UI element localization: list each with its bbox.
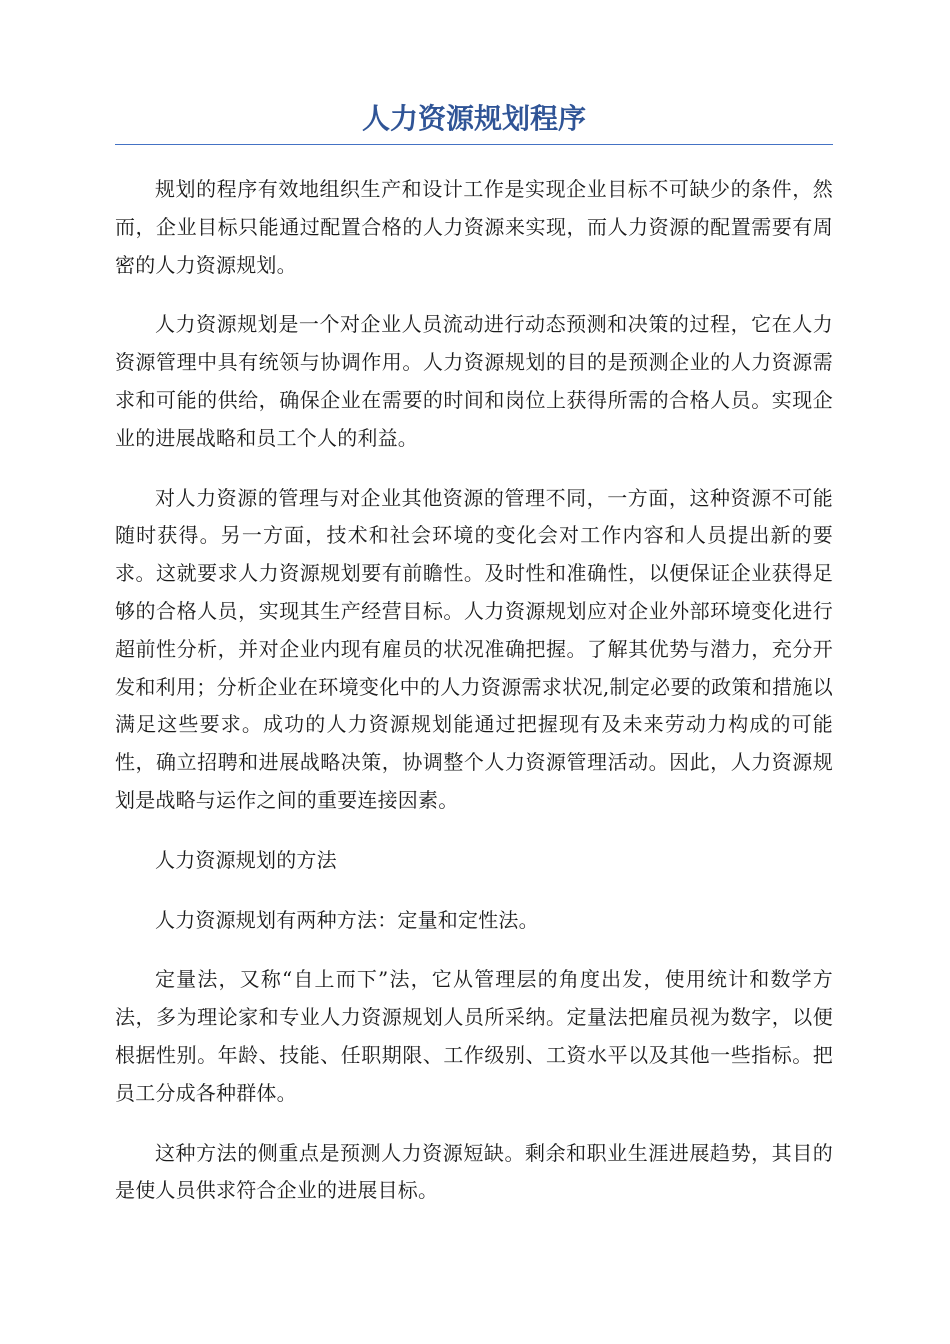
paragraph-1: 规划的程序有效地组织生产和设计工作是实现企业目标不可缺少的条件，然而，企业目标只能通过配置合格的人力资源来实现，而人力资源的配置需要有周密的人力资源规划。 [115,177,833,277]
document-title: 人力资源规划程序 [361,102,586,135]
paragraph-6: 这种方法的侧重点是预测人力资源短缺。剩余和职业生涯进展趋势，其目的是使人员供求符合企业的进展目标。 [115,1140,833,1203]
title-underline [115,144,833,145]
paragraph-2: 人力资源规划是一个对企业人员流动进行动态预测和决策的过程，它在人力资源管理中具有统领与协调作用。人力资源规划的目的是预测企业的人力资源需求和可能的供给，确保企业在需要的时间和岗位上获得所需的合格人员。实现企业的进展战略和员工个人的利益。 [115,312,833,450]
document-page [115,100,833,1232]
section-heading-methods: 人力资源规划的方法 [155,847,337,872]
paragraph-5: 定量法，又称“自上而下”法，它从管理层的角度出发，使用统计和数学方法，多为理论家和专业人力资源规划人员所采纳。定量法把雇员视为数字，以便根据性别。年龄、技能、任职期限、工作级别、工资水平以及其他一些指标。把员工分成各种群体。 [115,967,833,1105]
paragraph-4: 人力资源规划有两种方法：定量和定性法。 [155,907,539,932]
paragraph-3: 对人力资源的管理与对企业其他资源的管理不同，一方面，这种资源不可能随时获得。另一方面，技术和社会环境的变化会对工作内容和人员提出新的要求。这就要求人力资源规划要有前瞻性。及时性和准确性，以便保证企业获得足够的合格人员，实现其生产经营目标。人力资源规划应对企业外部环境变化进行超前性分析，并对企业内现有雇员的状况准确把握。了解其优势与潜力，充分开发和利用；分析企业在环境变化中的人力资源需求状况,制定必要的政策和措施以满足这些要求。成功的人力资源规划能通过把握现有及未来劳动力构成的可能性，确立招聘和进展战略决策，协调整个人力资源管理活动。因此，人力资源规划是战略与运作之间的重要连接因素。 [115,485,833,812]
document-body [115,171,833,1210]
